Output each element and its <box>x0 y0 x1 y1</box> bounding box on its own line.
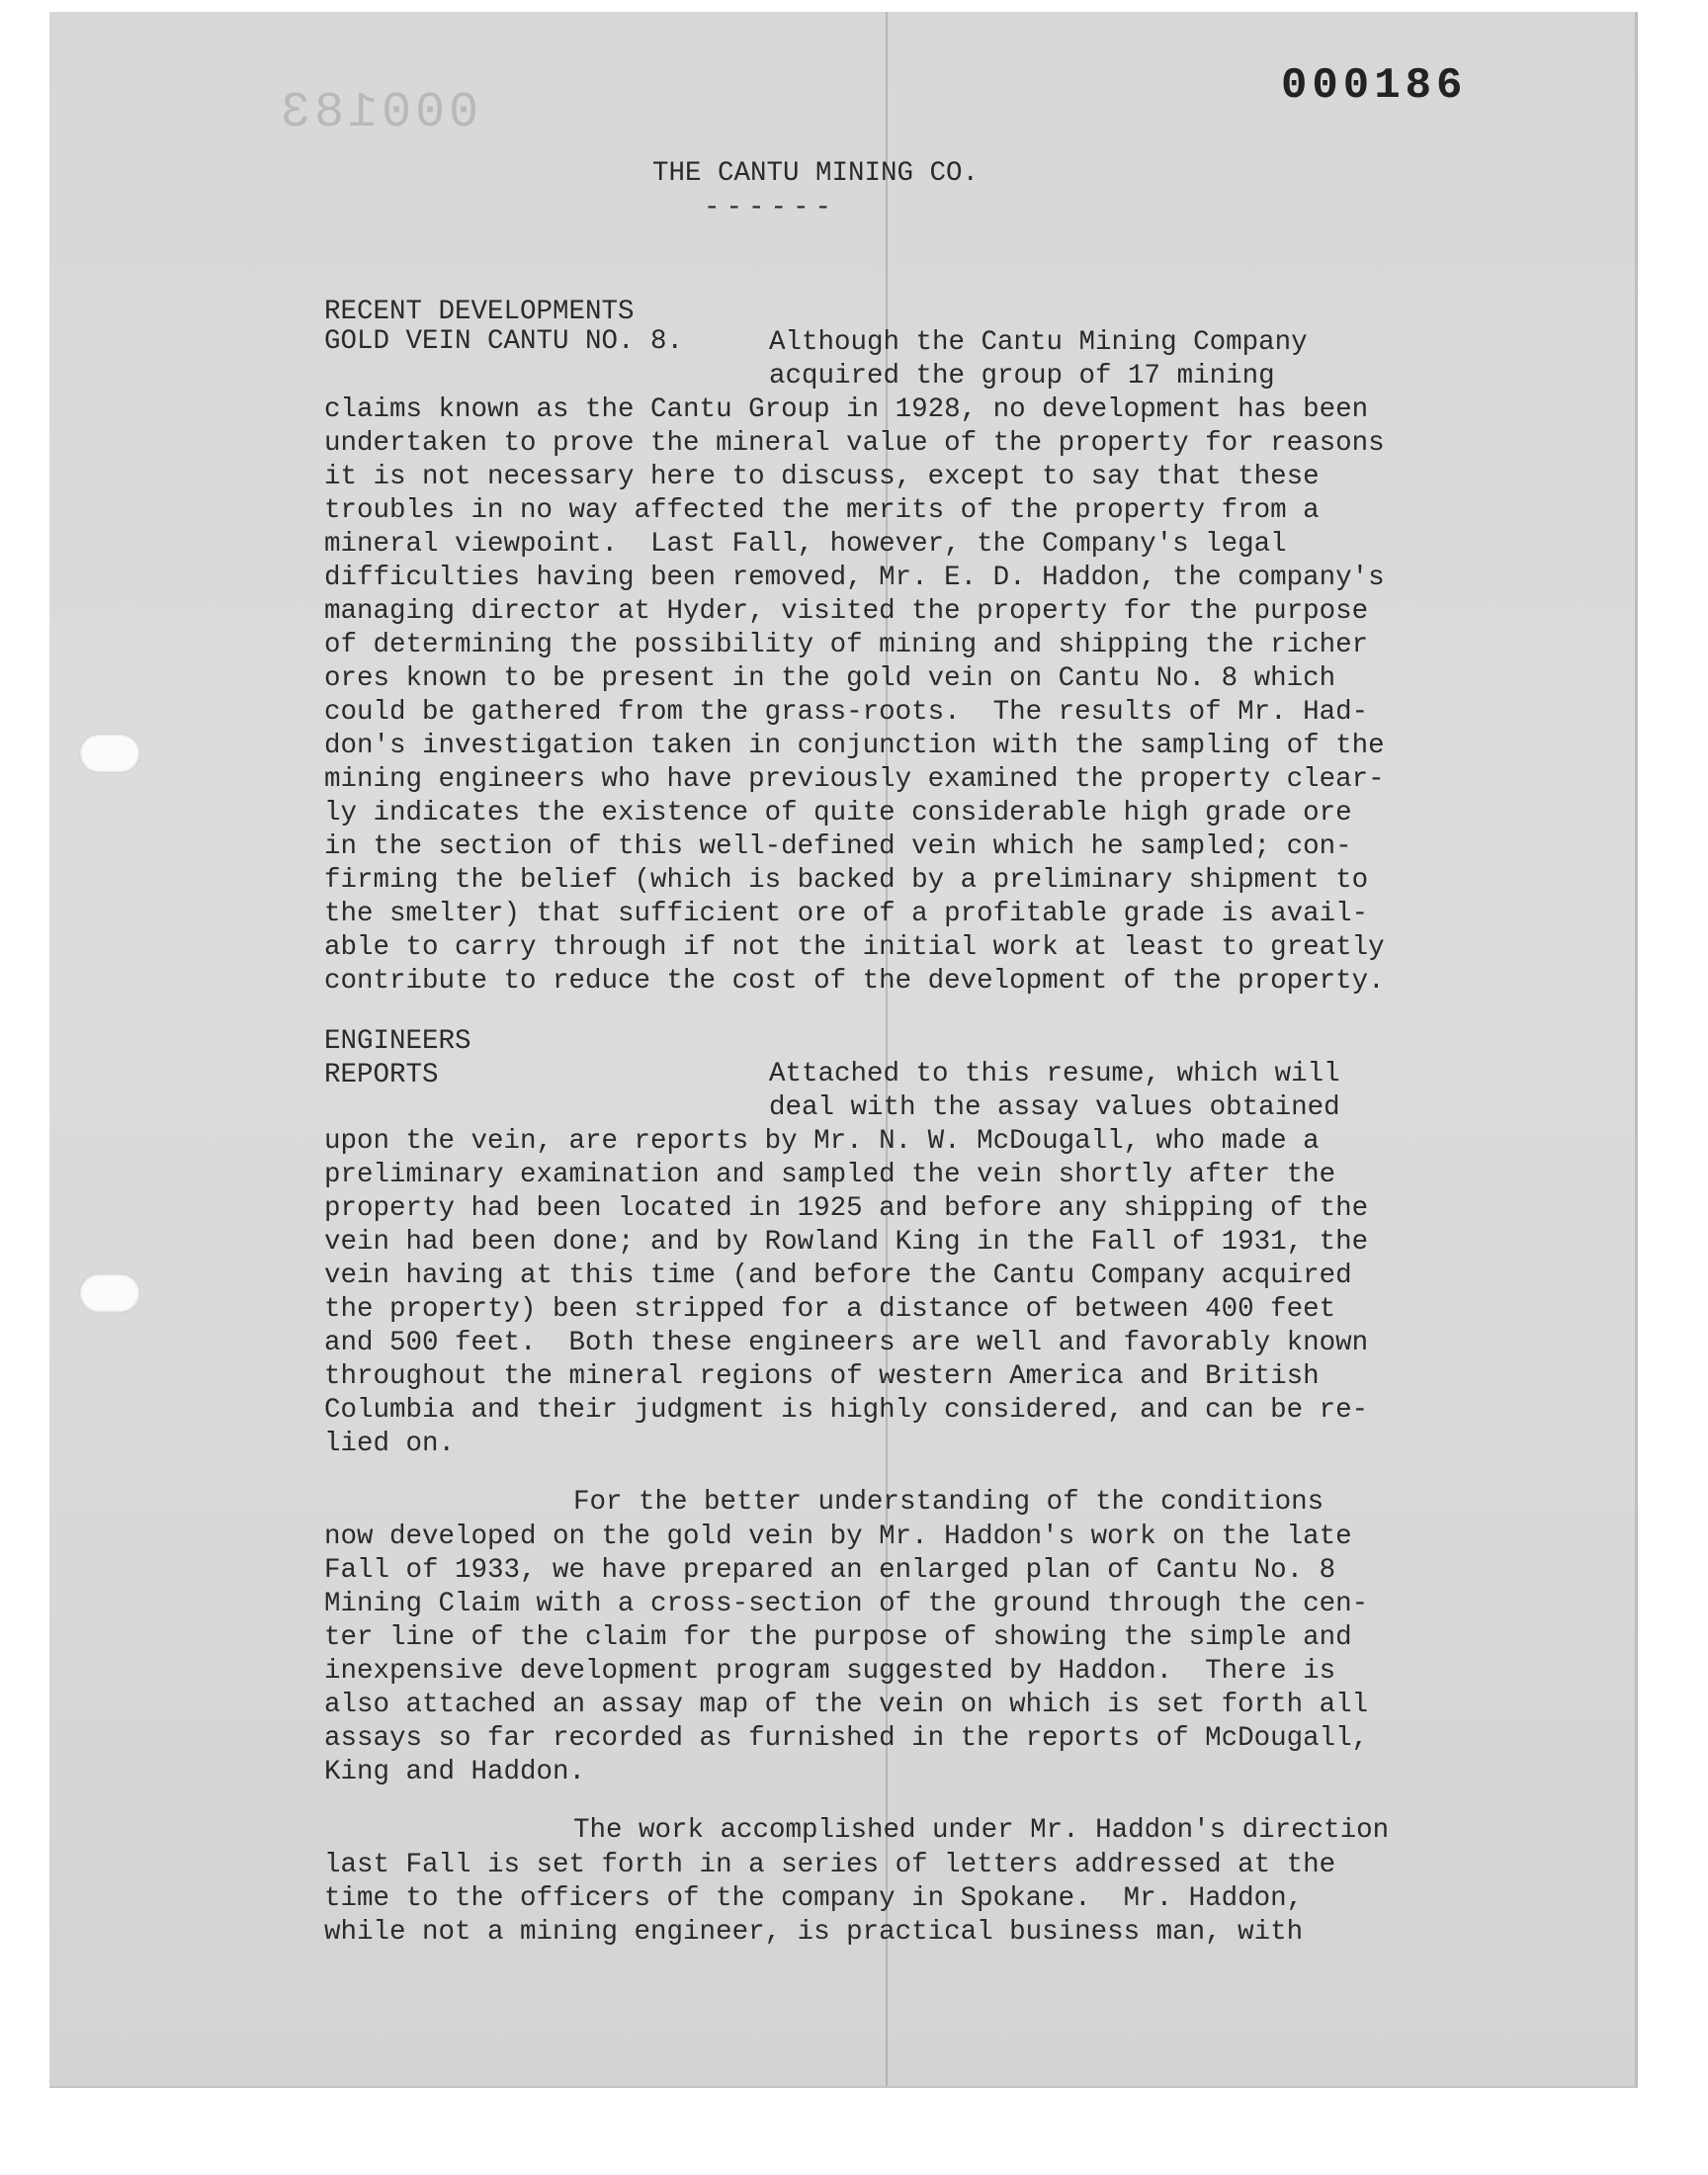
para3-body-line: ter line of the claim for the purpose of showing the simple and <box>324 1622 1352 1653</box>
para4-body-line: while not a mining engineer, is practical business man, with <box>324 1917 1304 1948</box>
section2-body-line: preliminary examination and sampled the vein shortly after the <box>324 1160 1336 1190</box>
document-page <box>49 12 1638 2088</box>
section1-body-line: ores known to be present in the gold vein on Cantu No. 8 which <box>324 663 1336 694</box>
section1-body-line: troubles in no way affected the merits of the property from a <box>324 495 1320 526</box>
punch-hole-bottom <box>79 1273 140 1313</box>
para3-body-line: King and Haddon. <box>324 1757 586 1787</box>
section1-body-line: mineral viewpoint. Last Fall, however, the Company's legal <box>324 529 1287 560</box>
section2-body-line: lied on. <box>324 1429 456 1459</box>
company-title: THE CANTU MINING CO. <box>652 158 980 189</box>
section-heading-engineers: ENGINEERS <box>324 1026 471 1057</box>
section2-body-line: the property) been stripped for a distance of between 400 feet <box>324 1294 1336 1325</box>
para3-body-line: assays so far recorded as furnished in the reports of McDougall, <box>324 1723 1369 1754</box>
section1-body-line: undertaken to prove the mineral value of the property for reasons <box>324 428 1385 459</box>
para3-body-line: inexpensive development program suggested by Haddon. There is <box>324 1656 1336 1687</box>
section1-body-line: claims known as the Cantu Group in 1928, no development has been <box>324 394 1369 425</box>
section1-body-line: able to carry through if not the initial work at least to greatly <box>324 932 1385 963</box>
section2-body-line: vein had been done; and by Rowland King in the Fall of 1931, the <box>324 1227 1369 1258</box>
document-number: 000186 <box>1281 61 1468 111</box>
section2-lead-line: deal with the assay values obtained <box>769 1092 1340 1123</box>
para3-body-line: Mining Claim with a cross-section of the ground through the cen- <box>324 1589 1369 1619</box>
section2-body-line: vein having at this time (and before the Cantu Company acquired <box>324 1261 1352 1291</box>
section-heading-reports: REPORTS <box>324 1060 439 1090</box>
section1-body-line: difficulties having been removed, Mr. E. D. Haddon, the company's <box>324 563 1385 593</box>
para3-body-line: also attached an assay map of the vein on which is set forth all <box>324 1690 1369 1720</box>
section-heading-recent-developments: RECENT DEVELOPMENTS <box>324 297 635 327</box>
section1-lead-line: acquired the group of 17 mining <box>769 361 1275 392</box>
section1-body-line: ly indicates the existence of quite considerable high grade ore <box>324 798 1352 828</box>
para4-body-line: last Fall is set forth in a series of letters addressed at the <box>324 1850 1336 1880</box>
section2-body-line: property had been located in 1925 and before any shipping of the <box>324 1193 1369 1224</box>
page-fold-line <box>886 12 888 2086</box>
section1-body-line: the smelter) that sufficient ore of a profitable grade is avail- <box>324 899 1369 929</box>
section1-body-line: firming the belief (which is backed by a preliminary shipment to <box>324 865 1369 896</box>
section-heading-gold-vein: GOLD VEIN CANTU NO. 8. <box>324 326 684 357</box>
section2-body-line: throughout the mineral regions of western America and British <box>324 1361 1320 1392</box>
section2-body-line: Columbia and their judgment is highly considered, and can be re- <box>324 1395 1369 1426</box>
title-underline: ------ <box>704 193 838 223</box>
ghost-stamp-number: 000183 <box>277 85 479 141</box>
section1-body-line: of determining the possibility of mining and shipping the richer <box>324 630 1369 660</box>
para3-first-line: For the better understanding of the conditions <box>573 1487 1324 1518</box>
section1-body-line: in the section of this well-defined vein which he sampled; con- <box>324 831 1352 862</box>
section1-body-line: it is not necessary here to discuss, except to say that these <box>324 462 1320 492</box>
section1-body-line: could be gathered from the grass-roots. The results of Mr. Had- <box>324 697 1369 728</box>
section2-body-line: and 500 feet. Both these engineers are well and favorably known <box>324 1328 1369 1358</box>
section1-body-line: contribute to reduce the cost of the development of the property. <box>324 966 1385 997</box>
section2-body-line: upon the vein, are reports by Mr. N. W. McDougall, who made a <box>324 1126 1320 1157</box>
section1-body-line: don's investigation taken in conjunction with the sampling of the <box>324 731 1385 761</box>
section1-body-line: mining engineers who have previously examined the property clear- <box>324 764 1385 795</box>
para4-first-line: The work accomplished under Mr. Haddon's direction <box>573 1815 1390 1846</box>
para3-body-line: Fall of 1933, we have prepared an enlarged plan of Cantu No. 8 <box>324 1555 1336 1586</box>
para4-body-line: time to the officers of the company in Spokane. Mr. Haddon, <box>324 1883 1304 1914</box>
section1-body-line: managing director at Hyder, visited the property for the purpose <box>324 596 1369 627</box>
punch-hole-top <box>79 734 140 773</box>
para3-body-line: now developed on the gold vein by Mr. Haddon's work on the late <box>324 1522 1352 1552</box>
section2-lead-line: Attached to this resume, which will <box>769 1059 1340 1089</box>
section1-lead-line: Although the Cantu Mining Company <box>769 327 1308 358</box>
